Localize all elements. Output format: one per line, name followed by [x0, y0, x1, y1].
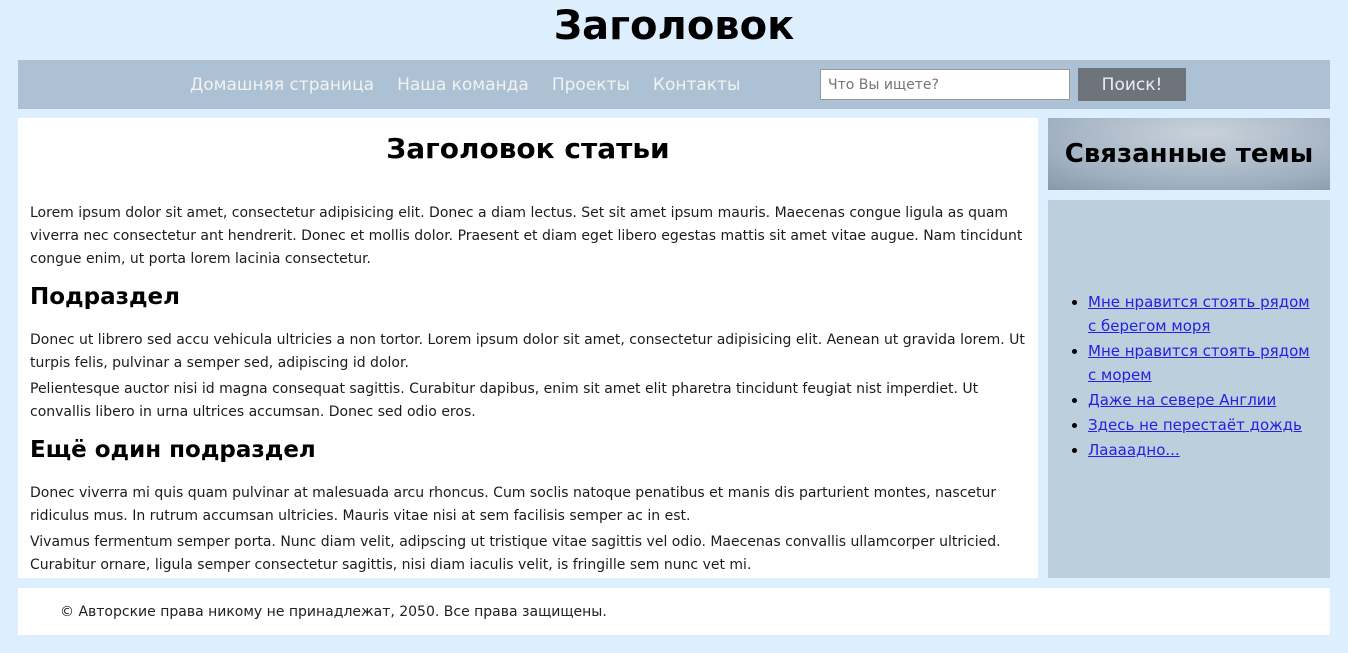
list-item — [1088, 438, 1320, 462]
list-item — [1088, 413, 1320, 437]
page-title: Заголовок — [553, 3, 795, 49]
sidebar — [1048, 118, 1330, 578]
list-item — [1088, 388, 1320, 412]
article — [18, 118, 1038, 578]
footer — [18, 588, 1330, 635]
nav-link-projects[interactable]: Проекты — [551, 74, 630, 95]
list-item — [1088, 290, 1320, 338]
search-group — [820, 68, 1186, 101]
article-intro-paragraph: Lorem ipsum dolor sit amet, consectetur adipisicing elit. Donec a diam lectus. Set sit amet ipsum mauris. Maecenas congue ligula as quam viverra nec consectetur ant hendrerit. Donec et mollis dolor. Praesent et diam eget libero egestas mattis sit amet vitae augue. Nam tincidunt congue enim, ut porta lorem lacinia consectetur. — [30, 205, 1023, 267]
nav-link-team[interactable]: Наша команда — [397, 74, 529, 95]
sidebar-header — [1048, 118, 1330, 190]
article-title: Заголовок статьи — [386, 132, 670, 165]
article-paragraph: Vivamus fermentum semper porta. Nunc diam velit, adipscing ut tristique vitae sagittis vel odio. Maecenas convallis ullamcorper ultricied. Curabitur ornare, ligula semper consectetur sagittis, nisi diam iaculis velit, is fringille sem nunc vet mi. — [30, 534, 1001, 573]
sidebar-link[interactable]: Даже на севере Англии — [1088, 391, 1277, 409]
main-area — [18, 118, 1330, 578]
sidebar-body — [1048, 200, 1330, 578]
section-heading-1: Подраздел — [30, 284, 180, 310]
copyright-text: © Авторские права никому не принадлежат, 2050. Все права защищены. — [60, 603, 607, 620]
sidebar-link[interactable]: Мне нравится стоять рядом с берегом моря — [1088, 293, 1310, 335]
section-heading-2: Ещё один подраздел — [30, 437, 316, 463]
navbar — [18, 60, 1330, 109]
search-button[interactable]: Поиск! — [1078, 68, 1186, 101]
article-paragraph: Pelientesque auctor nisi id magna consequat sagittis. Curabitur dapibus, enim sit amet elit pharetra tincidunt feugiat nist imperdiet. Ut convallis libero in urna ultrices accumsan. Donec sed odio eros. — [30, 381, 979, 420]
sidebar-link[interactable]: Мне нравится стоять рядом с морем — [1088, 342, 1310, 384]
sidebar-link[interactable]: Лаааадно... — [1088, 441, 1180, 459]
nav-link-home[interactable]: Домашняя страница — [190, 74, 375, 95]
sidebar-title: Связанные темы — [1064, 139, 1314, 169]
sidebar-link[interactable]: Здесь не перестаёт дождь — [1088, 416, 1302, 434]
article-paragraph: Donec ut librero sed accu vehicula ultricies a non tortor. Lorem ipsum dolor sit amet, consectetur adipisicing elit. Aenean ut gravida lorem. Ut turpis felis, pulvinar a semper sed, adipiscing id dolor. — [30, 332, 1025, 371]
search-input[interactable] — [820, 69, 1070, 100]
page-header — [18, 0, 1330, 60]
nav-links — [18, 75, 740, 95]
article-paragraph: Donec viverra mi quis quam pulvinar at malesuada arcu rhoncus. Cum soclis natoque penatibus et manis dis parturient montes, nascetur ridiculus mus. In rutrum accumsan ultricies. Mauris vitae nisi at sem facilisis semper ac in est. — [30, 485, 997, 524]
nav-link-contacts[interactable]: Контакты — [652, 74, 741, 95]
list-item — [1088, 339, 1320, 387]
related-topics-list — [1048, 290, 1330, 462]
